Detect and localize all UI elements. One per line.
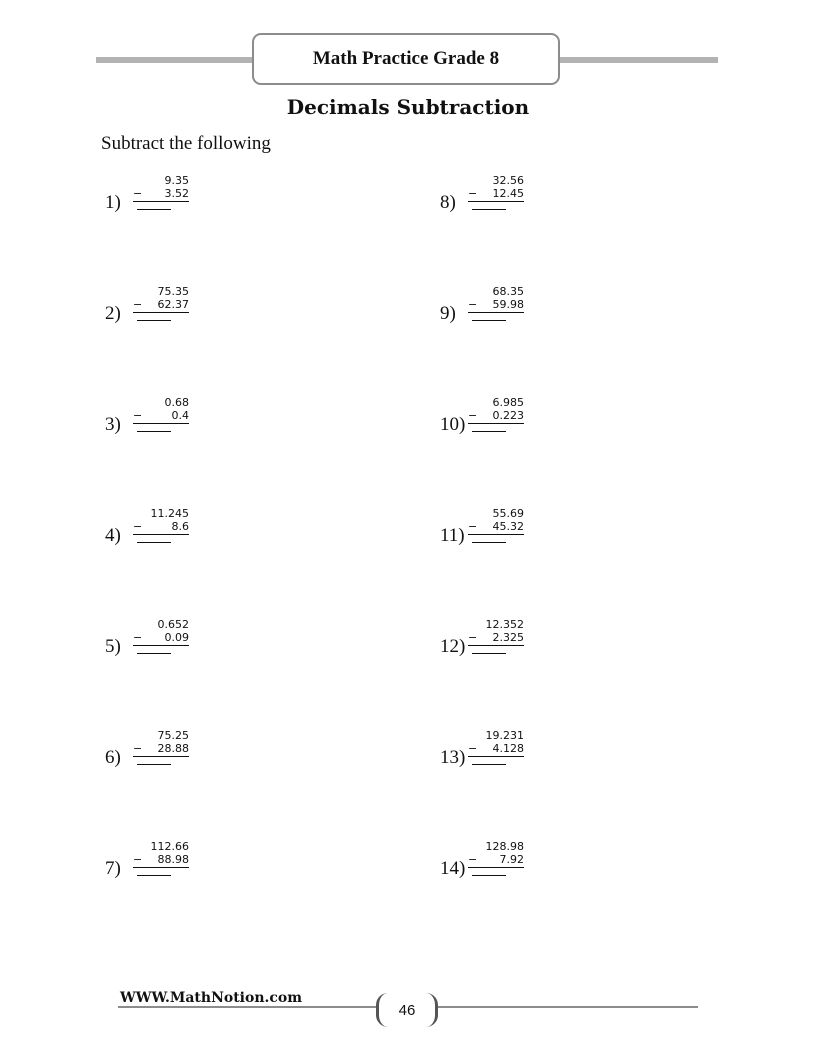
problem-number: 10) <box>440 414 466 435</box>
minuend: 112.66 <box>150 840 189 853</box>
answer-line <box>137 320 171 321</box>
footer-website: WWW.MathNotion.com <box>120 990 303 1006</box>
problem-number: 14) <box>440 858 466 879</box>
subtrahend: 62.37 <box>157 298 189 311</box>
problem-9 <box>440 285 640 355</box>
answer-line <box>472 431 506 432</box>
problem-number: 12) <box>440 636 466 657</box>
minus-sign: − <box>133 298 143 311</box>
subtrahend: 2.325 <box>492 631 524 644</box>
problem-number: 1) <box>105 192 121 213</box>
problem-7 <box>105 840 305 910</box>
header-rule-left <box>96 57 254 63</box>
answer-line <box>137 542 171 543</box>
answer-line <box>137 431 171 432</box>
minuend: 0.68 <box>164 396 189 409</box>
problem-2 <box>105 285 305 355</box>
subtrahend: 0.09 <box>164 631 189 644</box>
answer-line <box>472 875 506 876</box>
answer-line <box>137 764 171 765</box>
minuend: 19.231 <box>485 729 524 742</box>
answer-line <box>472 320 506 321</box>
minus-sign: − <box>133 742 143 755</box>
minuend: 9.35 <box>164 174 189 187</box>
answer-line <box>137 875 171 876</box>
minuend: 68.35 <box>492 285 524 298</box>
answer-line <box>472 653 506 654</box>
minus-sign: − <box>133 409 143 422</box>
answer-line <box>137 653 171 654</box>
subtrahend: 4.128 <box>492 742 524 755</box>
problem-13 <box>440 729 640 799</box>
footer-rule-right <box>438 1006 698 1008</box>
minuend: 128.98 <box>485 840 524 853</box>
page-title: Decimals Subtraction <box>286 95 530 119</box>
problem-number: 11) <box>440 525 465 546</box>
problem-5 <box>105 618 305 688</box>
problem-6 <box>105 729 305 799</box>
minuend: 75.35 <box>157 285 189 298</box>
subtrahend: 8.6 <box>171 520 189 533</box>
minuend: 6.985 <box>492 396 524 409</box>
subtrahend: 88.98 <box>157 853 189 866</box>
problem-4 <box>105 507 305 577</box>
subtrahend: 3.52 <box>164 187 189 200</box>
minus-sign: − <box>133 853 143 866</box>
subtrahend: 0.223 <box>492 409 524 422</box>
minuend: 12.352 <box>485 618 524 631</box>
problem-11 <box>440 507 640 577</box>
problem-3 <box>105 396 305 466</box>
minus-sign: − <box>133 631 143 644</box>
minuend: 55.69 <box>492 507 524 520</box>
answer-line <box>472 542 506 543</box>
header-title: Math Practice Grade 8 <box>252 33 560 85</box>
minus-sign: − <box>468 409 478 422</box>
problem-number: 3) <box>105 414 121 435</box>
minus-sign: − <box>468 742 478 755</box>
problem-number: 8) <box>440 192 456 213</box>
minus-sign: − <box>468 853 478 866</box>
answer-line <box>472 209 506 210</box>
subtrahend: 7.92 <box>499 853 524 866</box>
minus-sign: − <box>468 520 478 533</box>
subtrahend: 45.32 <box>492 520 524 533</box>
minuend: 75.25 <box>157 729 189 742</box>
problem-number: 4) <box>105 525 121 546</box>
problem-number: 2) <box>105 303 121 324</box>
problem-number: 5) <box>105 636 121 657</box>
minuend: 11.245 <box>150 507 189 520</box>
problem-1 <box>105 174 305 244</box>
minus-sign: − <box>133 520 143 533</box>
problem-8 <box>440 174 640 244</box>
subtrahend: 0.4 <box>171 409 189 422</box>
answer-line <box>472 764 506 765</box>
instructions: Subtract the following <box>101 133 271 154</box>
problem-10 <box>440 396 640 466</box>
subtrahend: 28.88 <box>157 742 189 755</box>
minus-sign: − <box>468 187 478 200</box>
problem-number: 13) <box>440 747 466 768</box>
problem-14 <box>440 840 640 910</box>
problem-number: 6) <box>105 747 121 768</box>
header-rule-right <box>560 57 718 63</box>
footer-rule-left <box>118 1006 376 1008</box>
problem-number: 9) <box>440 303 456 324</box>
answer-line <box>137 209 171 210</box>
page-number: 46 <box>376 993 438 1027</box>
subtrahend: 59.98 <box>492 298 524 311</box>
minuend: 0.652 <box>157 618 189 631</box>
minus-sign: − <box>468 631 478 644</box>
problem-number: 7) <box>105 858 121 879</box>
problem-12 <box>440 618 640 688</box>
minuend: 32.56 <box>492 174 524 187</box>
minus-sign: − <box>133 187 143 200</box>
subtrahend: 12.45 <box>492 187 524 200</box>
minus-sign: − <box>468 298 478 311</box>
